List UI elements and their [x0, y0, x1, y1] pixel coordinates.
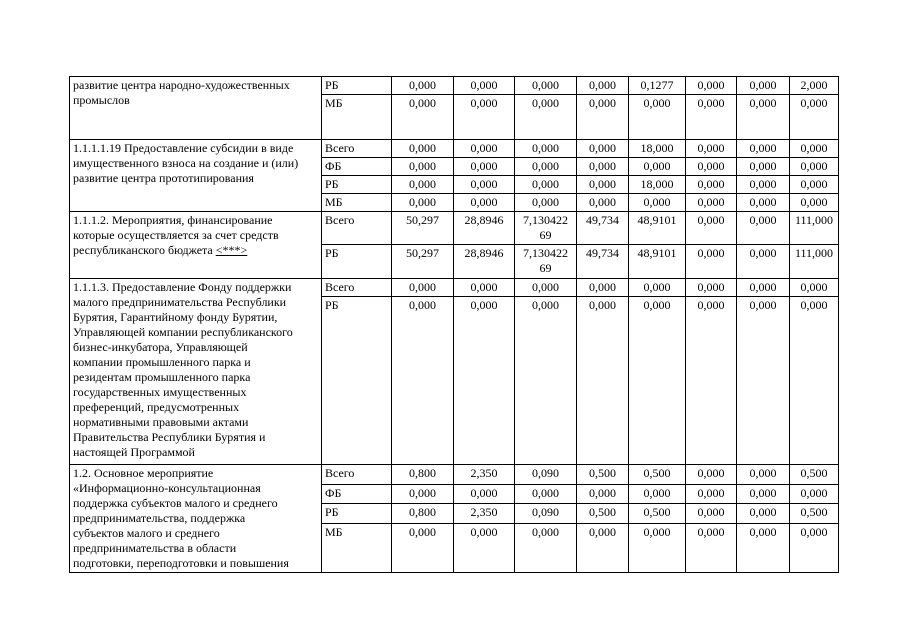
funding-source: РБ — [322, 77, 392, 95]
amount-cell: 0,000 — [577, 176, 629, 194]
amount-cell: 50,297 — [392, 245, 454, 279]
amount-cell: 0,000 — [454, 297, 515, 465]
description-line: «Информационно-консультационная — [73, 481, 261, 495]
table-row — [70, 77, 839, 95]
description-line: Управляющей компании республиканского — [73, 325, 293, 339]
amount-cell: 0,000 — [629, 279, 686, 297]
amount-cell: 0,090 — [515, 504, 577, 524]
funding-source: РБ — [322, 176, 392, 194]
amount-cell: 7,130422 69 — [515, 212, 577, 245]
amount-cell: 0,000 — [790, 176, 839, 194]
amount-cell: 0,000 — [737, 279, 790, 297]
amount-cell: 0,000 — [454, 523, 515, 572]
amount-cell: 0,000 — [392, 158, 454, 176]
footnote-link[interactable]: <***> — [215, 243, 248, 257]
description-line: имущественного взноса на создание и (или) — [73, 156, 299, 170]
amount-cell: 0,500 — [577, 504, 629, 524]
description-line: преференций, предусмотренных — [73, 400, 240, 414]
funding-source: Всего — [322, 140, 392, 158]
amount-cell: 28,8946 — [454, 212, 515, 245]
amount-cell: 0,000 — [392, 176, 454, 194]
amount-cell: 0,000 — [737, 212, 790, 245]
amount-cell: 0,000 — [629, 484, 686, 504]
funding-source: Всего — [322, 465, 392, 485]
amount-cell: 0,000 — [577, 279, 629, 297]
table-row — [70, 140, 839, 158]
funding-source: Всего — [322, 212, 392, 245]
amount-cell: 0,000 — [454, 158, 515, 176]
amount-cell: 2,000 — [790, 77, 839, 95]
amount-cell: 0,000 — [629, 523, 686, 572]
amount-cell: 0,000 — [577, 158, 629, 176]
amount-cell: 0,000 — [686, 484, 737, 504]
amount-cell: 0,000 — [629, 297, 686, 465]
amount-cell: 0,000 — [577, 140, 629, 158]
amount-cell: 0,000 — [392, 140, 454, 158]
amount-cell: 0,000 — [737, 176, 790, 194]
amount-cell: 0,000 — [392, 297, 454, 465]
description-line: бизнес-инкубатора, Управляющей — [73, 340, 248, 354]
amount-cell: 0,000 — [737, 484, 790, 504]
amount-cell: 18,000 — [629, 176, 686, 194]
amount-cell: 0,000 — [737, 140, 790, 158]
description-line: Бурятия, Гарантийному фонду Бурятии, — [73, 310, 278, 324]
amount-cell: 0,000 — [515, 158, 577, 176]
amount-cell: 0,000 — [790, 279, 839, 297]
amount-cell: 0,000 — [392, 95, 454, 140]
funding-source: Всего — [322, 279, 392, 297]
description-line: государственных имущественных — [73, 385, 247, 399]
amount-cell: 0,500 — [790, 504, 839, 524]
amount-cell: 0,000 — [686, 212, 737, 245]
amount-cell: 0,1277 — [629, 77, 686, 95]
amount-cell: 0,000 — [515, 297, 577, 465]
amount-cell: 111,000 — [790, 212, 839, 245]
description-line: Правительства Республики Бурятия и — [73, 430, 266, 444]
amount-cell: 0,000 — [515, 77, 577, 95]
amount-cell: 0,000 — [577, 95, 629, 140]
amount-cell: 0,000 — [629, 158, 686, 176]
amount-cell: 0,000 — [454, 77, 515, 95]
amount-cell: 49,734 — [577, 245, 629, 279]
funding-source: ФБ — [322, 484, 392, 504]
amount-cell: 0,000 — [515, 279, 577, 297]
amount-cell: 0,000 — [686, 465, 737, 485]
description-line: 1.1.1.1.19 Предоставление субсидии в виде — [73, 141, 294, 155]
amount-cell: 0,000 — [577, 297, 629, 465]
amount-cell: 0,000 — [686, 194, 737, 212]
description-line: предпринимательства в области — [73, 541, 237, 555]
funding-source: МБ — [322, 523, 392, 572]
amount-cell: 0,000 — [577, 77, 629, 95]
amount-cell: 111,000 — [790, 245, 839, 279]
activity-description — [70, 212, 322, 279]
amount-cell: 0,000 — [686, 504, 737, 524]
description-line: нормативными правовыми актами — [73, 415, 249, 429]
amount-cell: 0,000 — [737, 77, 790, 95]
amount-cell: 0,000 — [392, 194, 454, 212]
activity-description — [70, 140, 322, 212]
description-line: поддержка субъектов малого и среднего — [73, 496, 278, 510]
amount-cell: 0,000 — [737, 95, 790, 140]
amount-cell: 0,000 — [392, 484, 454, 504]
amount-cell: 0,000 — [790, 140, 839, 158]
amount-cell: 0,000 — [392, 279, 454, 297]
amount-cell: 49,734 — [577, 212, 629, 245]
amount-cell: 0,090 — [515, 465, 577, 485]
amount-cell: 0,000 — [686, 77, 737, 95]
amount-cell: 0,000 — [515, 140, 577, 158]
amount-cell: 0,000 — [515, 176, 577, 194]
table-row — [70, 465, 839, 485]
budget-table — [69, 76, 839, 573]
funding-source: МБ — [322, 95, 392, 140]
description-line: республиканского бюджета — [73, 243, 213, 257]
amount-cell: 0,000 — [577, 484, 629, 504]
description-line: резидентам промышленного парка — [73, 370, 251, 384]
description-line: промыслов — [73, 93, 130, 107]
amount-cell: 0,000 — [686, 176, 737, 194]
amount-cell: 0,000 — [515, 523, 577, 572]
amount-cell: 48,9101 — [629, 245, 686, 279]
amount-cell: 0,000 — [515, 484, 577, 504]
amount-cell: 0,000 — [737, 504, 790, 524]
amount-cell: 48,9101 — [629, 212, 686, 245]
amount-cell: 0,000 — [737, 194, 790, 212]
amount-cell: 0,000 — [454, 194, 515, 212]
funding-source: ФБ — [322, 158, 392, 176]
description-line: которые осуществляется за счет средств — [73, 228, 279, 242]
description-line: настоящей Программой — [73, 445, 195, 459]
amount-cell: 0,000 — [737, 158, 790, 176]
amount-cell: 0,500 — [577, 465, 629, 485]
amount-cell: 0,000 — [392, 523, 454, 572]
amount-cell: 28,8946 — [454, 245, 515, 279]
amount-cell: 0,000 — [737, 465, 790, 485]
amount-cell: 0,000 — [737, 297, 790, 465]
amount-cell: 0,000 — [454, 279, 515, 297]
description-line: 1.2. Основное мероприятие — [73, 466, 214, 480]
amount-cell: 0,000 — [790, 297, 839, 465]
amount-cell: 0,500 — [629, 465, 686, 485]
description-line: субъектов малого и среднего — [73, 526, 220, 540]
amount-cell: 0,000 — [686, 95, 737, 140]
amount-cell: 0,000 — [686, 297, 737, 465]
amount-cell: 50,297 — [392, 212, 454, 245]
description-line: 1.1.1.2. Мероприятия, финансирование — [73, 213, 273, 227]
amount-cell: 0,000 — [629, 95, 686, 140]
amount-cell: 0,000 — [686, 279, 737, 297]
activity-description — [70, 77, 322, 140]
funding-source: РБ — [322, 297, 392, 465]
funding-source: РБ — [322, 504, 392, 524]
description-line: предпринимательства, поддержка — [73, 511, 246, 525]
amount-cell: 0,000 — [686, 523, 737, 572]
funding-source: РБ — [322, 245, 392, 279]
amount-cell: 2,350 — [454, 465, 515, 485]
description-line: подготовки, переподготовки и повышения — [73, 556, 289, 570]
amount-cell: 0,000 — [790, 95, 839, 140]
amount-cell: 0,000 — [737, 245, 790, 279]
amount-cell: 0,000 — [577, 523, 629, 572]
amount-cell: 0,500 — [790, 465, 839, 485]
description-line: развитие центра народно-художественных — [73, 78, 290, 92]
table-row — [70, 279, 839, 297]
amount-cell: 0,000 — [454, 140, 515, 158]
amount-cell: 0,500 — [629, 504, 686, 524]
description-line: 1.1.1.3. Предоставление Фонду поддержки — [73, 280, 292, 294]
amount-cell: 0,000 — [790, 523, 839, 572]
amount-cell: 0,000 — [629, 194, 686, 212]
amount-cell: 0,000 — [454, 95, 515, 140]
amount-cell: 0,000 — [515, 194, 577, 212]
amount-cell: 0,000 — [577, 194, 629, 212]
activity-description — [70, 465, 322, 573]
amount-cell: 0,800 — [392, 465, 454, 485]
amount-cell: 7,130422 69 — [515, 245, 577, 279]
description-line: развитие центра прототипирования — [73, 171, 254, 185]
description-line: малого предпринимательства Республики — [73, 295, 287, 309]
amount-cell: 0,000 — [790, 158, 839, 176]
amount-cell: 0,000 — [454, 484, 515, 504]
amount-cell: 0,000 — [454, 176, 515, 194]
amount-cell: 0,000 — [790, 194, 839, 212]
table-row — [70, 212, 839, 245]
amount-cell: 0,000 — [686, 140, 737, 158]
amount-cell: 0,000 — [737, 523, 790, 572]
amount-cell: 18,000 — [629, 140, 686, 158]
amount-cell: 0,000 — [515, 95, 577, 140]
table-body — [70, 77, 839, 573]
activity-description — [70, 279, 322, 465]
amount-cell: 0,000 — [686, 158, 737, 176]
amount-cell: 2,350 — [454, 504, 515, 524]
funding-source: МБ — [322, 194, 392, 212]
amount-cell: 0,800 — [392, 504, 454, 524]
description-line: компании промышленного парка и — [73, 355, 251, 369]
amount-cell: 0,000 — [790, 484, 839, 504]
amount-cell: 0,000 — [686, 245, 737, 279]
amount-cell: 0,000 — [392, 77, 454, 95]
